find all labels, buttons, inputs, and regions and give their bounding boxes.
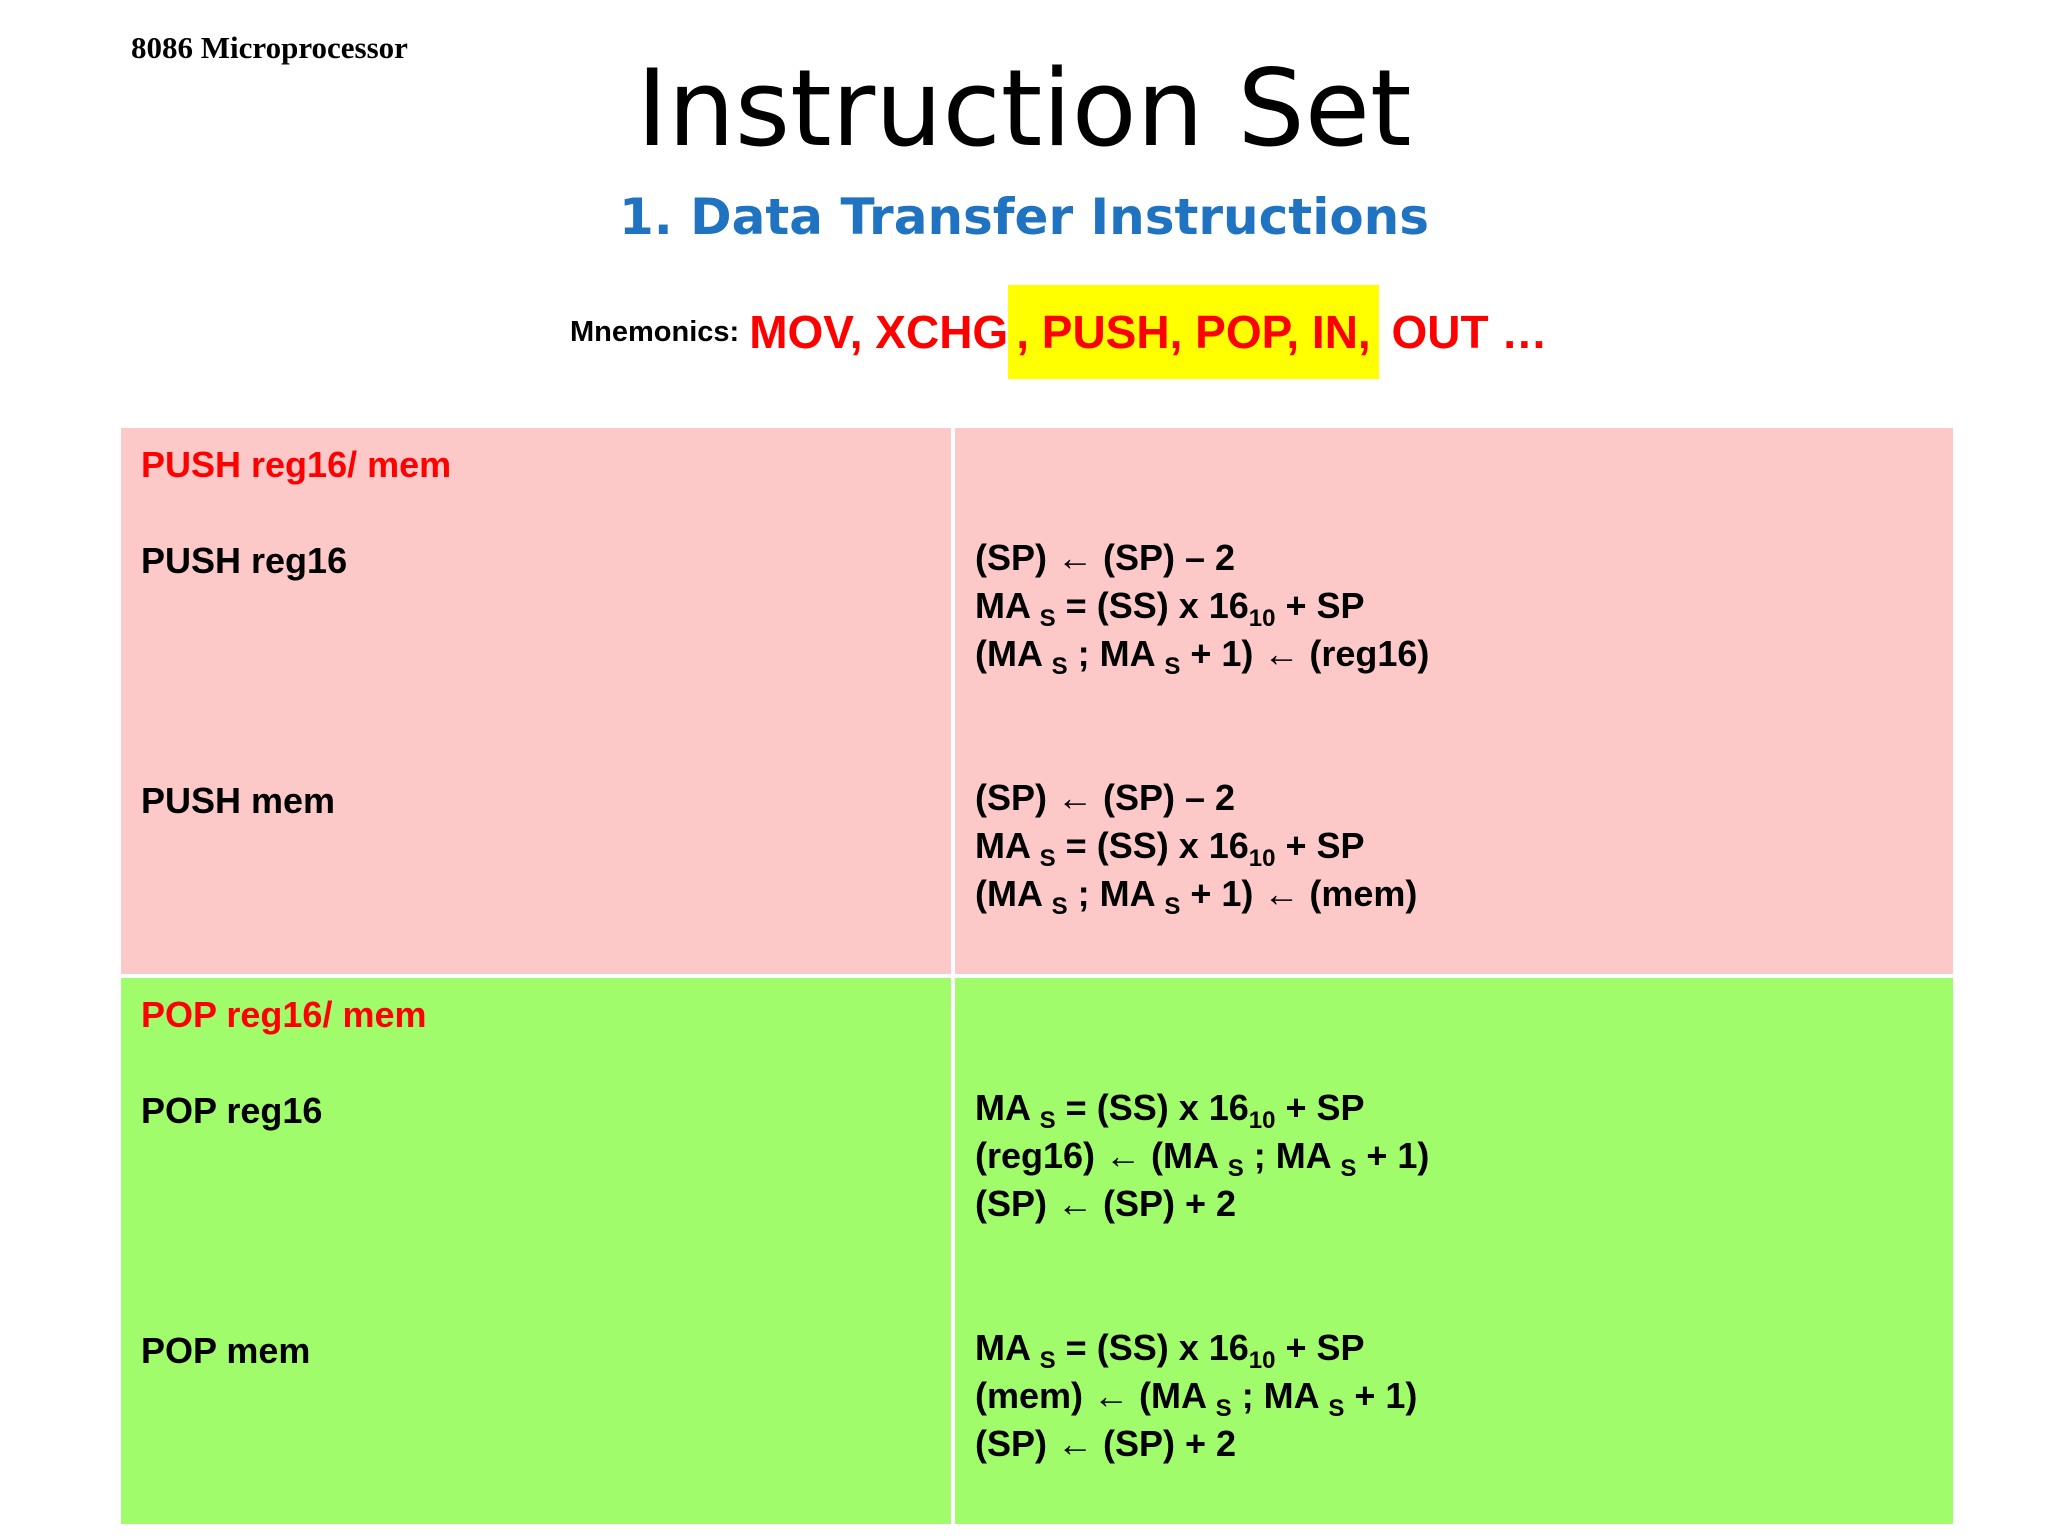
operation-text: ; MA: [1067, 873, 1165, 914]
operation-subscript: S: [1039, 845, 1056, 872]
pop-section: [121, 978, 1953, 1524]
mnemonics-start: MOV, XCHG: [749, 306, 1009, 358]
operation-text: + 1): [1356, 1135, 1430, 1176]
operation-line: [975, 822, 1417, 870]
operation-text: (SP) ← (SP) – 2: [975, 537, 1236, 578]
push-right-column: [955, 428, 1953, 974]
slide-title: Instruction Set: [636, 47, 1412, 170]
operation-line: [975, 1084, 1429, 1132]
pop-heading: POP reg16/ mem: [141, 994, 427, 1035]
operation-subscript: 10: [1248, 845, 1276, 872]
operation-text: MA: [975, 585, 1040, 626]
operation-line: [975, 630, 1429, 678]
operation-line: [975, 1132, 1429, 1180]
slide-subtitle: 1. Data Transfer Instructions: [618, 188, 1430, 246]
operation-line: [975, 870, 1417, 918]
operation-subscript: 10: [1248, 605, 1276, 632]
push-section: [121, 428, 1953, 974]
operation-text: ; MA: [1231, 1375, 1329, 1416]
operation-line: [975, 1180, 1429, 1228]
operation-text: + SP: [1275, 1327, 1365, 1368]
operation-text: + 1): [1344, 1375, 1418, 1416]
mnemonics-row: [570, 287, 1547, 377]
pop-left-column: [121, 978, 955, 1524]
operation-text: = (SS) x 16: [1055, 825, 1249, 866]
operation-text: ; MA: [1243, 1135, 1341, 1176]
operation-subscript: S: [1051, 653, 1068, 680]
operation-subscript: S: [1164, 653, 1181, 680]
operation-text: (SP) ← (SP) + 2: [975, 1423, 1237, 1464]
mnemonics-end: OUT …: [1378, 306, 1548, 358]
operation-subscript: S: [1164, 893, 1181, 920]
operation-subscript: S: [1215, 1395, 1232, 1422]
operation-text: = (SS) x 16: [1055, 1087, 1249, 1128]
operation-text: (SP) ← (SP) + 2: [975, 1183, 1237, 1224]
operation-subscript: S: [1051, 893, 1068, 920]
operation-text: + 1) ← (mem): [1180, 873, 1418, 914]
push-heading: PUSH reg16/ mem: [141, 444, 452, 485]
operation-text: (MA: [975, 633, 1052, 674]
push-mem-ops: [975, 774, 1417, 918]
operation-subscript: S: [1039, 1347, 1056, 1374]
operation-line: [975, 582, 1429, 630]
mnemonics-highlighted: , PUSH, POP, IN,: [1008, 285, 1378, 379]
push-reg16-ops: [975, 534, 1429, 678]
operation-subscript: 10: [1248, 1347, 1276, 1374]
operation-text: MA: [975, 1327, 1040, 1368]
operation-line: [975, 534, 1429, 582]
pop-mem-instruction: POP mem: [141, 1330, 311, 1371]
operation-line: [975, 1324, 1417, 1372]
instruction-table: [121, 428, 1953, 1524]
push-mem-instruction: PUSH mem: [141, 780, 336, 821]
operation-text: = (SS) x 16: [1055, 585, 1249, 626]
operation-subscript: S: [1328, 1395, 1345, 1422]
operation-text: + SP: [1275, 1087, 1365, 1128]
pop-reg16-instruction: POP reg16: [141, 1090, 323, 1131]
operation-line: [975, 774, 1417, 822]
pop-right-column: [955, 978, 1953, 1524]
pop-mem-ops: [975, 1324, 1417, 1468]
push-left-column: [121, 428, 955, 974]
operation-text: + SP: [1275, 585, 1365, 626]
operation-subscript: S: [1039, 605, 1056, 632]
operation-text: (mem) ← (MA: [975, 1375, 1216, 1416]
operation-subscript: S: [1039, 1107, 1056, 1134]
operation-subscript: 10: [1248, 1107, 1276, 1134]
operation-text: ; MA: [1067, 633, 1165, 674]
operation-text: (reg16) ← (MA: [975, 1135, 1228, 1176]
operation-line: [975, 1420, 1417, 1468]
operation-text: = (SS) x 16: [1055, 1327, 1249, 1368]
operation-subscript: S: [1340, 1155, 1357, 1182]
mnemonics-label: Mnemonics:: [570, 315, 740, 348]
operation-line: [975, 1372, 1417, 1420]
operation-text: + SP: [1275, 825, 1365, 866]
push-reg16-instruction: PUSH reg16: [141, 540, 348, 581]
operation-subscript: S: [1227, 1155, 1244, 1182]
operation-text: + 1) ← (reg16): [1180, 633, 1430, 674]
pop-reg16-ops: [975, 1084, 1429, 1228]
operation-text: MA: [975, 825, 1040, 866]
operation-text: (SP) ← (SP) – 2: [975, 777, 1236, 818]
course-label: 8086 Microprocessor: [131, 30, 408, 65]
operation-text: MA: [975, 1087, 1040, 1128]
mnemonics-list: [749, 285, 1547, 379]
operation-text: (MA: [975, 873, 1052, 914]
